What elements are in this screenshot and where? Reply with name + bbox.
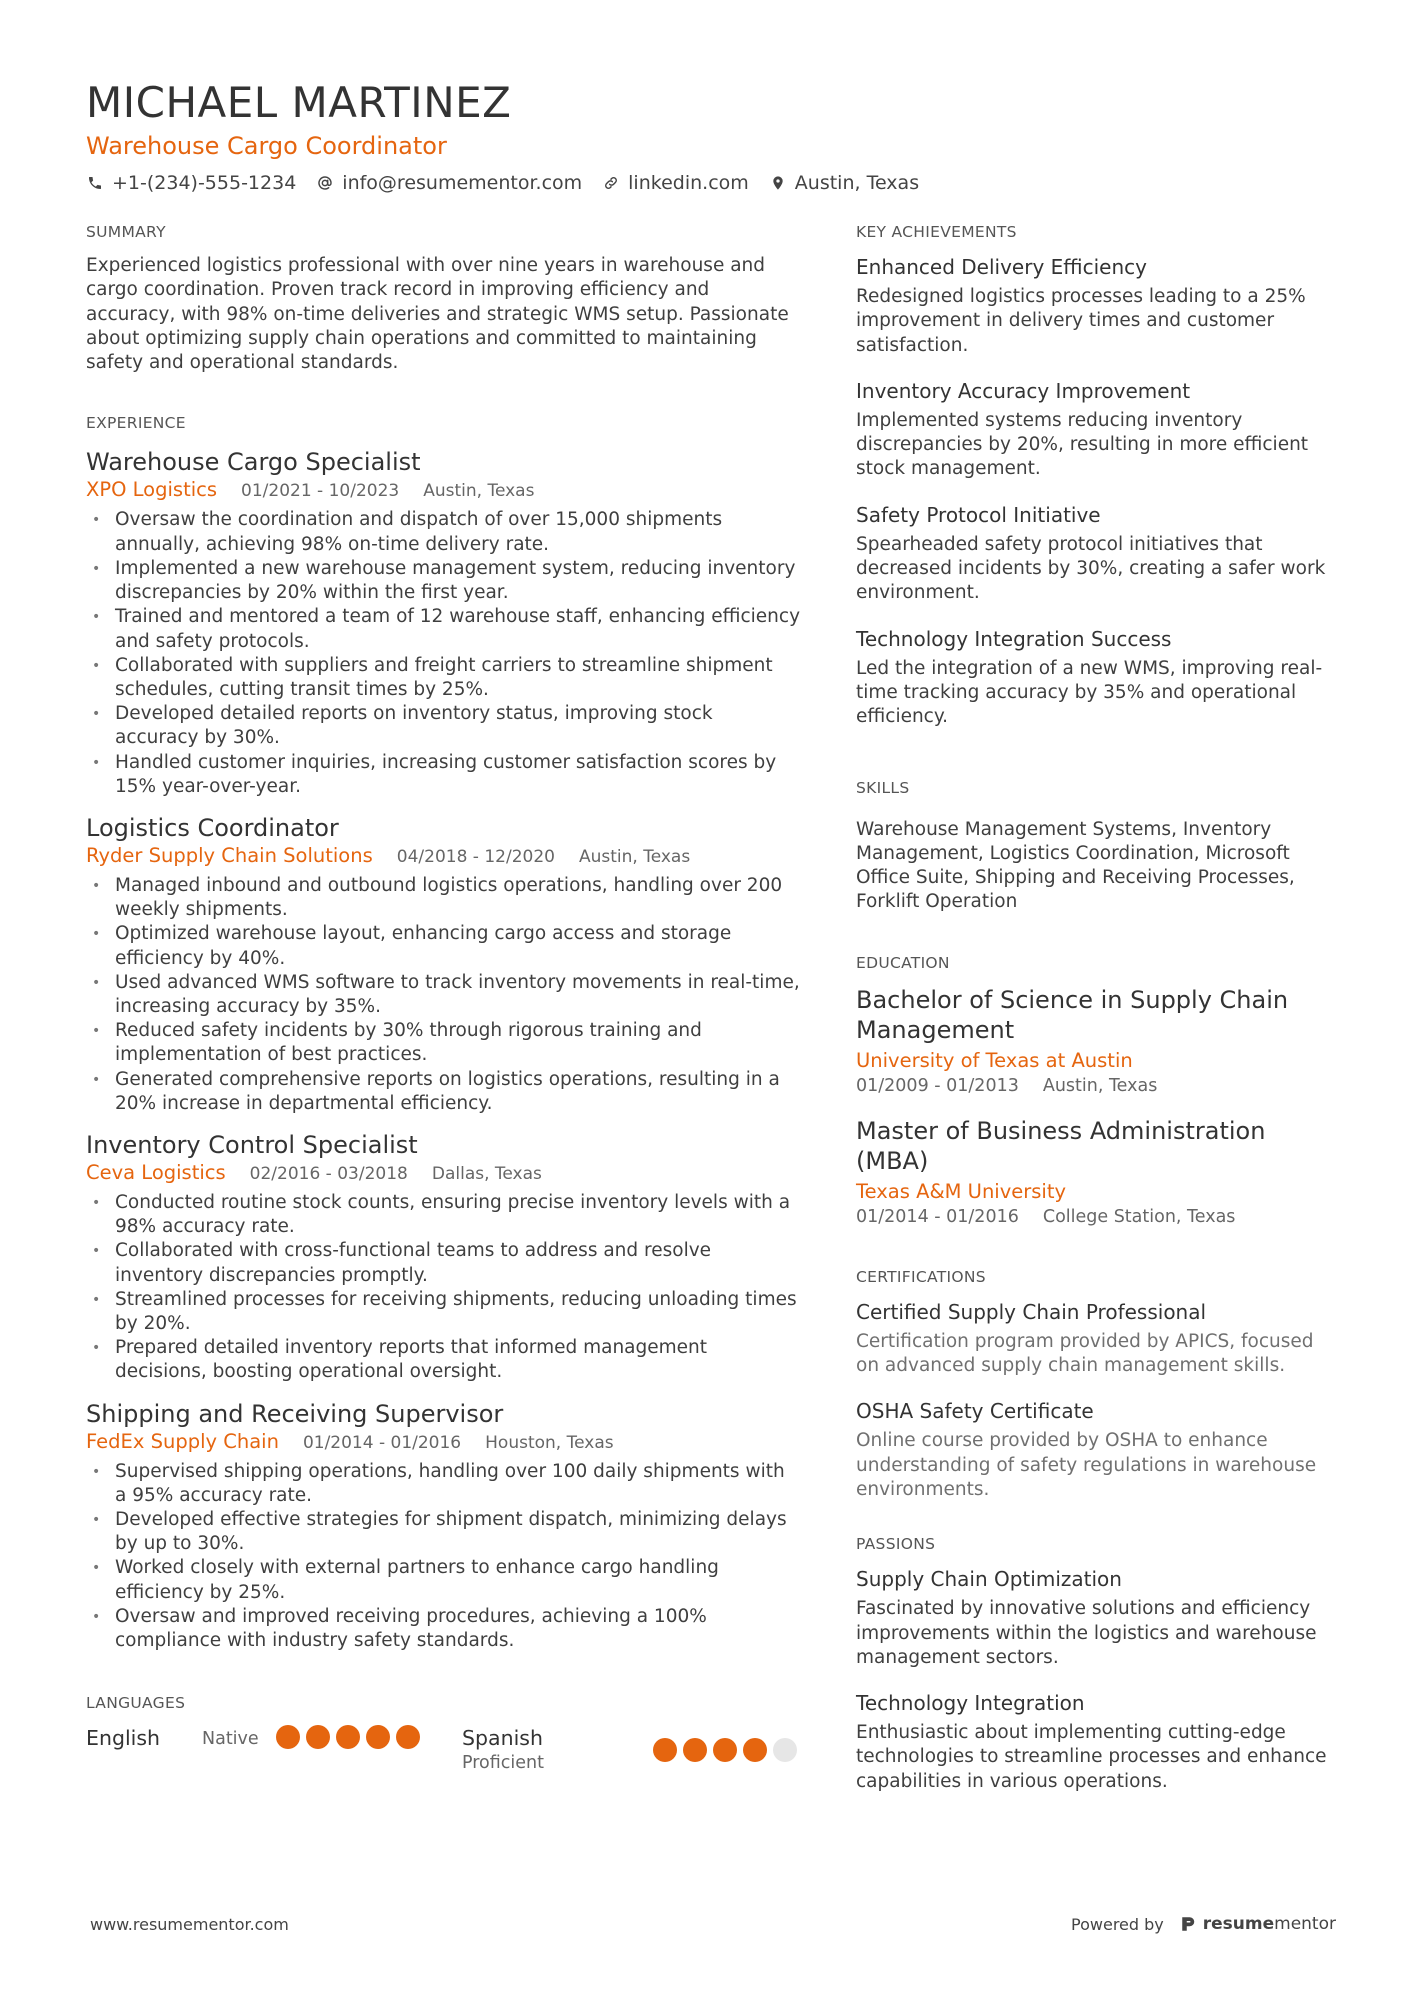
language-item	[86, 1725, 462, 1751]
skills-section	[856, 762, 1336, 915]
bullet-item: • Used advanced WMS software to track inventory movements in real-time, increasing accuracy by 35%.	[86, 971, 801, 1019]
brand-bold: resume	[1202, 1914, 1275, 1934]
footer-brand	[1071, 1914, 1336, 1934]
bullet-item: • Implemented a new warehouse management system, reducing inventory discrepancies by 20% within the first year.	[86, 557, 801, 605]
bullet-item: • Developed effective strategies for shipment dispatch, minimizing delays by up to 30%.	[86, 1508, 801, 1556]
rating-dot-filled	[713, 1738, 737, 1762]
education-meta	[856, 1074, 1336, 1098]
education-section	[856, 953, 1336, 1229]
degree-title: Master of Business Administration (MBA)	[856, 1116, 1266, 1175]
contact-email	[316, 170, 582, 196]
linkedin-link[interactable]: linkedin.com	[628, 172, 749, 194]
job-dates: 02/2016 - 03/2018	[249, 1163, 408, 1184]
job-meta	[86, 844, 801, 869]
achievement-title: Technology Integration Success	[856, 626, 1172, 651]
achievement-item	[856, 378, 1336, 482]
achievement-desc: Led the integration of a new WMS, improving real-time tracking accuracy by 35% and operational efficiency.	[856, 657, 1323, 728]
job-title: Logistics Coordinator	[86, 813, 339, 842]
right-column	[856, 222, 1336, 1794]
summary-text: Experienced logistics professional with over nine years in warehouse and cargo coordination. Proven track record in improving efficiency and accuracy, with 98% on-time deliveries and strategic WMS setup. Passionate about optimizing supply chain operations and committed to maintaining safety and operational standards.	[86, 255, 789, 374]
section-title: SUMMARY	[86, 223, 166, 241]
education-dates: 01/2014 - 01/2016	[856, 1206, 1019, 1227]
achievement-title: Safety Protocol Initiative	[856, 502, 1101, 527]
education-item	[856, 985, 1336, 1098]
phone-number[interactable]: +1-(234)-555-1234	[112, 172, 297, 194]
education-meta	[856, 1205, 1336, 1229]
section-title: EXPERIENCE	[86, 414, 186, 433]
bullet-item: • Worked closely with external partners to enhance cargo handling efficiency by 25%.	[86, 1556, 801, 1604]
language-labels	[462, 1725, 544, 1775]
education-location: Austin, Texas	[1042, 1075, 1158, 1096]
resumementor-logo-icon	[1180, 1915, 1198, 1933]
section-title: SKILLS	[856, 778, 910, 797]
bullet-item: • Generated comprehensive reports on logistics operations, resulting in a 20% increase in departmental efficiency.	[86, 1068, 801, 1116]
job-location: Austin, Texas	[578, 846, 691, 867]
job-meta	[86, 1430, 801, 1455]
achievement-title: Inventory Accuracy Improvement	[856, 378, 1191, 403]
section-title: EDUCATION	[856, 953, 950, 972]
contact-linkedin	[602, 170, 749, 196]
location-text: Austin, Texas	[794, 172, 920, 194]
location-pin-icon	[769, 174, 787, 192]
education-location: College Station, Texas	[1042, 1206, 1236, 1227]
resumementor-logo[interactable]	[1180, 1914, 1336, 1934]
left-column	[86, 222, 801, 1775]
job-entry	[86, 813, 801, 1116]
link-icon	[602, 174, 620, 192]
job-title: Inventory Control Specialist	[86, 1130, 418, 1159]
language-name: Spanish	[462, 1726, 543, 1751]
languages-section	[86, 1693, 801, 1775]
footer-website[interactable]: www.resumementor.com	[90, 1914, 289, 1934]
achievement-title: Enhanced Delivery Efficiency	[856, 255, 1147, 279]
passion-desc: Fascinated by innovative solutions and efficiency improvements within the logistics and warehouse management sectors.	[856, 1598, 1317, 1668]
job-bullets	[86, 1460, 801, 1654]
contact-phone	[86, 170, 296, 196]
skills-text: Warehouse Management Systems, Inventory Management, Logistics Coordination, Microsoft Office Suite, Shipping and Receiving Processes, Forklift Operation	[856, 818, 1295, 913]
achievement-item	[856, 626, 1336, 730]
job-entry	[86, 1399, 801, 1654]
job-location: Houston, Texas	[485, 1432, 614, 1453]
rating-dot-filled	[396, 1725, 420, 1749]
job-bullets	[86, 874, 801, 1116]
rating-dot-filled	[653, 1738, 677, 1762]
company-name: Ryder Supply Chain Solutions	[86, 843, 373, 867]
job-dates: 01/2021 - 10/2023	[241, 481, 400, 502]
bullet-item: • Oversaw and improved receiving procedures, achieving a 100% compliance with industry safety standards.	[86, 1605, 801, 1653]
education-item	[856, 1116, 1336, 1229]
language-level: Proficient	[462, 1753, 544, 1774]
certification-item	[856, 1299, 1336, 1379]
bullet-item: • Handled customer inquiries, increasing customer satisfaction scores by 15% year-over-year.	[86, 751, 801, 799]
education-dates: 01/2009 - 01/2013	[856, 1075, 1019, 1096]
achievement-item	[856, 502, 1336, 606]
company-name: FedEx Supply Chain	[86, 1429, 279, 1453]
language-item	[462, 1725, 797, 1775]
language-list	[86, 1725, 801, 1775]
summary-section	[86, 222, 801, 375]
certification-desc: Online course provided by OSHA to enhance understanding of safety regulations in warehouse environments.	[856, 1430, 1317, 1500]
language-level: Native	[202, 1729, 259, 1750]
achievement-desc: Redesigned logistics processes leading to a 25% improvement in delivery times and customer satisfaction.	[856, 286, 1306, 356]
candidate-role: Warehouse Cargo Coordinator	[86, 132, 447, 160]
phone-icon	[86, 174, 104, 192]
job-location: Dallas, Texas	[431, 1163, 542, 1184]
passion-item	[856, 1690, 1336, 1794]
bullet-item: • Supervised shipping operations, handling over 100 daily shipments with a 95% accuracy rate.	[86, 1460, 801, 1508]
certification-title: OSHA Safety Certificate	[856, 1399, 1094, 1424]
achievement-desc: Implemented systems reducing inventory discrepancies by 20%, resulting in more efficient stock management.	[856, 409, 1309, 480]
achievement-desc: Spearheaded safety protocol initiatives that decreased incidents by 30%, creating a safer work environment.	[856, 533, 1326, 604]
bullet-item: • Managed inbound and outbound logistics operations, handling over 200 weekly shipments.	[86, 874, 801, 922]
candidate-name: MICHAEL MARTINEZ	[86, 78, 512, 127]
rating-dot-filled	[336, 1725, 360, 1749]
company-name: XPO Logistics	[86, 478, 218, 502]
company-name: Ceva Logistics	[86, 1160, 226, 1184]
bullet-item: • Collaborated with cross-functional teams to address and resolve inventory discrepancies promptly.	[86, 1239, 801, 1287]
passion-desc: Enthusiastic about implementing cutting-edge technologies to streamline processes and enhance capabilities in various operations.	[856, 1722, 1327, 1792]
job-bullets	[86, 1191, 801, 1385]
passions-section	[856, 1534, 1336, 1794]
rating-dot-filled	[306, 1725, 330, 1749]
job-entry	[86, 1130, 801, 1385]
degree-title: Bachelor of Science in Supply Chain Management	[856, 985, 1289, 1044]
section-title: KEY ACHIEVEMENTS	[856, 223, 1017, 241]
section-title: CERTIFICATIONS	[856, 1267, 986, 1286]
job-meta	[86, 1161, 801, 1186]
achievements-section	[856, 222, 1336, 730]
powered-by-label: Powered by	[1071, 1914, 1164, 1934]
passion-item	[856, 1566, 1336, 1670]
contact-bar	[86, 170, 1336, 196]
job-title: Shipping and Receiving Supervisor	[86, 1399, 504, 1428]
experience-section	[86, 413, 801, 1653]
at-sign-icon	[316, 174, 334, 192]
job-title: Warehouse Cargo Specialist	[86, 448, 421, 477]
brand-rest: mentor	[1274, 1914, 1336, 1934]
bullet-item: • Developed detailed reports on inventory status, improving stock accuracy by 30%.	[86, 702, 801, 750]
page-footer	[90, 1914, 1336, 1934]
rating-dot-filled	[683, 1738, 707, 1762]
bullet-item: • Streamlined processes for receiving shipments, reducing unloading times by 20%.	[86, 1288, 801, 1336]
school-name: Texas A&M University	[856, 1179, 1067, 1203]
contact-location	[769, 170, 919, 196]
rating-dot-empty	[773, 1738, 797, 1762]
job-meta	[86, 478, 801, 503]
passion-title: Technology Integration	[856, 1691, 1085, 1716]
job-bullets	[86, 508, 801, 798]
bullet-item: • Collaborated with suppliers and freight carriers to streamline shipment schedules, cutting transit times by 25%.	[86, 654, 801, 702]
brand-text	[1203, 1914, 1336, 1934]
rating-dot-filled	[276, 1725, 300, 1749]
language-name: English	[86, 1726, 161, 1751]
rating-dot-filled	[366, 1725, 390, 1749]
bullet-item: • Reduced safety incidents by 30% through rigorous training and implementation of best practices.	[86, 1019, 801, 1067]
bullet-item: • Prepared detailed inventory reports that informed management decisions, boosting operational oversight.	[86, 1336, 801, 1384]
resume-header	[86, 78, 1336, 196]
bullet-item: • Optimized warehouse layout, enhancing cargo access and storage efficiency by 40%.	[86, 922, 801, 970]
section-title: LANGUAGES	[86, 1694, 186, 1713]
job-dates: 01/2014 - 01/2016	[302, 1432, 462, 1453]
job-entry	[86, 447, 801, 798]
job-location: Austin, Texas	[423, 481, 535, 502]
achievement-item	[856, 254, 1336, 358]
bullet-item: • Oversaw the coordination and dispatch of over 15,000 shipments annually, achieving 98% on-time delivery rate.	[86, 508, 801, 556]
passion-title: Supply Chain Optimization	[856, 1567, 1122, 1592]
certification-desc: Certification program provided by APICS, focused on advanced supply chain management skills.	[856, 1330, 1314, 1377]
school-name: University of Texas at Austin	[856, 1048, 1133, 1072]
certification-title: Certified Supply Chain Professional	[856, 1299, 1207, 1324]
email-address[interactable]: info@resumementor.com	[342, 172, 583, 194]
bullet-item: • Conducted routine stock counts, ensuring precise inventory levels with a 98% accuracy rate.	[86, 1191, 801, 1239]
bullet-item: • Trained and mentored a team of 12 warehouse staff, enhancing efficiency and safety protocols.	[86, 605, 801, 653]
certification-item	[856, 1398, 1336, 1502]
section-title: PASSIONS	[856, 1535, 936, 1554]
language-rating	[653, 1738, 797, 1762]
certifications-section	[856, 1267, 1336, 1502]
language-rating	[276, 1725, 420, 1749]
job-dates: 04/2018 - 12/2020	[396, 846, 555, 867]
rating-dot-filled	[743, 1738, 767, 1762]
